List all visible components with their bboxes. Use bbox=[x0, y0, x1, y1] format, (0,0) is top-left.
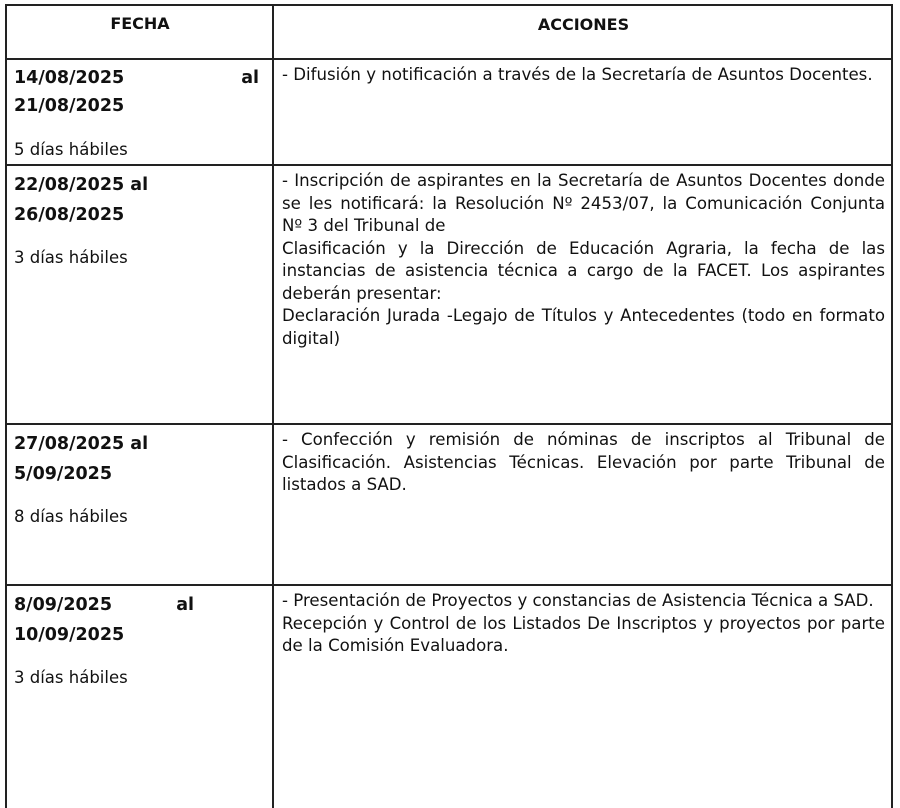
fecha-cell bbox=[7, 166, 274, 423]
date-from: 22/08/2025 bbox=[14, 175, 125, 195]
acciones-cell bbox=[274, 425, 891, 584]
date-range bbox=[14, 429, 266, 489]
date-to: 10/09/2025 bbox=[14, 625, 125, 645]
business-days: 8 días hábiles bbox=[14, 507, 128, 526]
acciones-cell bbox=[274, 166, 891, 423]
date-range bbox=[14, 64, 266, 120]
date-connector: al bbox=[130, 175, 149, 195]
acciones-header: ACCIONES bbox=[537, 15, 630, 34]
fecha-cell bbox=[7, 60, 274, 164]
date-to: 26/08/2025 bbox=[14, 205, 125, 225]
date-to: 21/08/2025 bbox=[14, 96, 125, 116]
business-days: 5 días hábiles bbox=[14, 140, 128, 159]
date-connector: al bbox=[130, 434, 149, 454]
date-to: 5/09/2025 bbox=[14, 464, 113, 484]
business-days: 3 días hábiles bbox=[14, 248, 128, 267]
action-text: - Presentación de Proyectos y constancias de Asistencia Técnica a SAD. bbox=[282, 591, 874, 610]
date-from: 27/08/2025 bbox=[14, 434, 125, 454]
date-range bbox=[14, 590, 266, 650]
fecha-cell bbox=[7, 425, 274, 584]
acciones-cell bbox=[274, 60, 891, 164]
date-connector: al bbox=[176, 595, 194, 615]
table-row bbox=[7, 166, 891, 425]
table-row bbox=[7, 425, 891, 586]
date-from: 14/08/2025 bbox=[14, 68, 125, 88]
date-range bbox=[14, 170, 266, 230]
table-header-row bbox=[7, 6, 891, 60]
acciones-cell bbox=[274, 586, 891, 808]
date-from: 8/09/2025 bbox=[14, 595, 113, 615]
table-row bbox=[7, 60, 891, 166]
fecha-cell bbox=[7, 586, 274, 808]
action-text: Clasificación y la Dirección de Educación Agraria, la fecha de las instancias de asistencia técnica a cargo de la FACET. Los aspirantes deberán presentar: bbox=[282, 238, 885, 303]
table-row bbox=[7, 586, 891, 808]
business-days: 3 días hábiles bbox=[14, 668, 128, 687]
schedule-table bbox=[5, 4, 893, 808]
fecha-header: FECHA bbox=[7, 6, 274, 58]
action-text: Declaración Jurada -Legajo de Títulos y Antecedentes (todo en formato digital) bbox=[282, 306, 885, 348]
date-connector: al bbox=[241, 68, 259, 88]
action-text: - Confección y remisión de nóminas de inscriptos al Tribunal de Clasificación. Asistencias Técnicas. Elevación por parte Tribunal de listados a SAD. bbox=[282, 430, 885, 494]
action-text: - Inscripción de aspirantes en la Secretaría de Asuntos Docentes donde se les notificará: la Resolución Nº 2453/07, la Comunicación Conjunta Nº 3 del Tribunal de bbox=[282, 171, 885, 235]
action-text: Recepción y Control de los Listados De Inscriptos y proyectos por parte de la Comisión Evaluadora. bbox=[282, 613, 885, 655]
action-text: - Difusión y notificación a través de la Secretaría de Asuntos Docentes. bbox=[282, 65, 873, 84]
